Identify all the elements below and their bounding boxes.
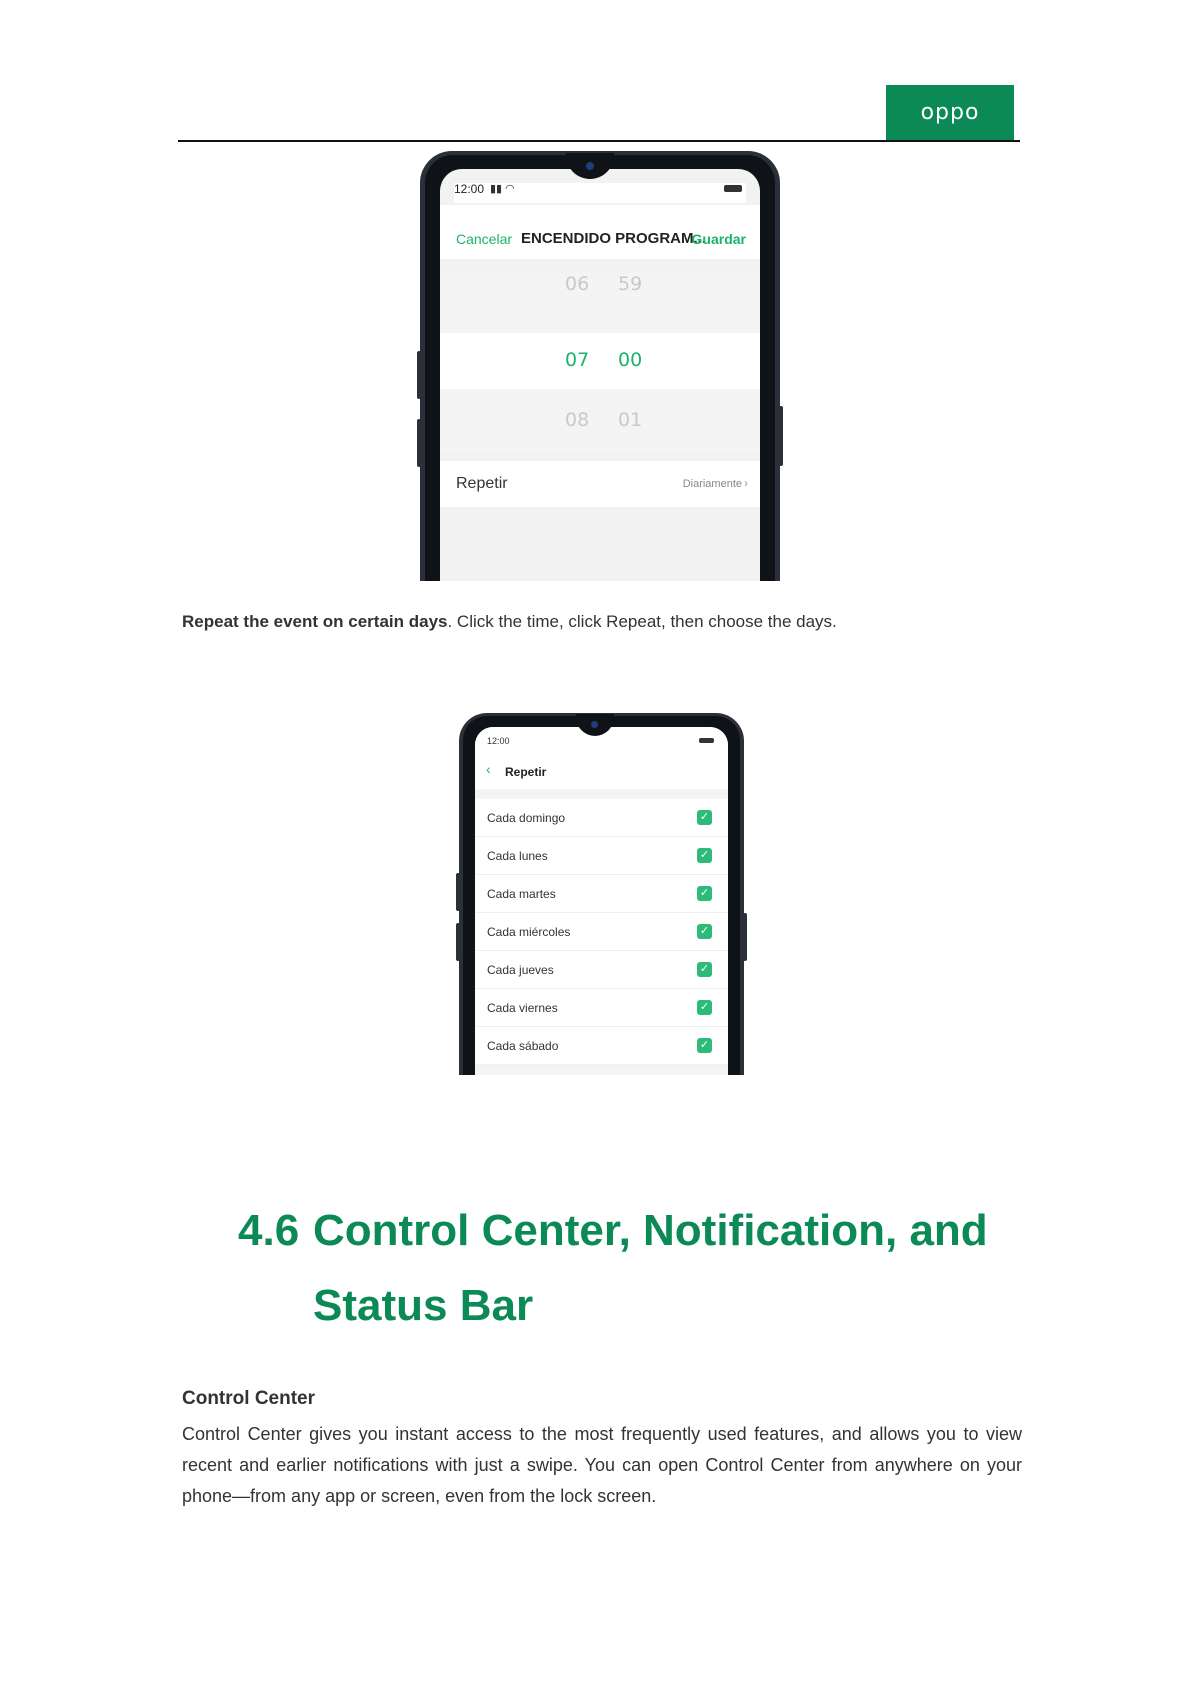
power-button — [743, 913, 747, 961]
day-label: Cada miércoles — [487, 925, 571, 939]
repeat-value: Diariamente — [682, 478, 742, 490]
volume-button — [456, 873, 460, 911]
checkbox-checked-icon[interactable]: ✓ — [697, 1000, 712, 1015]
volume-button — [417, 351, 421, 399]
phone-screen — [475, 727, 728, 1075]
picker-minute: 01 — [618, 409, 643, 431]
day-label: Cada jueves — [487, 963, 554, 977]
picker-row-prev[interactable] — [440, 273, 760, 329]
status-time: 12:00 — [487, 736, 510, 746]
picker-row-selected[interactable] — [440, 333, 760, 389]
chevron-right-icon: › — [744, 476, 748, 490]
checkbox-checked-icon[interactable]: ✓ — [697, 810, 712, 825]
list-item[interactable] — [475, 799, 728, 837]
section-title-line2: Status Bar — [313, 1281, 534, 1330]
battery-icon — [699, 738, 714, 743]
day-label: Cada viernes — [487, 1001, 558, 1015]
screen-title: ENCENDIDO PROGRAM... — [521, 230, 707, 247]
caption-bold: Repeat the event on certain days — [182, 612, 448, 631]
picker-minute: 00 — [618, 349, 643, 371]
list-item[interactable] — [475, 913, 728, 951]
repeat-row[interactable] — [440, 461, 760, 507]
save-button[interactable]: Guardar — [691, 231, 746, 247]
volume-button — [456, 923, 460, 961]
list-item[interactable] — [475, 989, 728, 1027]
phone-screenshot-scheduled-power — [420, 151, 780, 581]
time-picker[interactable] — [440, 273, 760, 451]
screen-title: Repetir — [505, 765, 547, 779]
subheading-control-center: Control Center — [182, 1388, 315, 1409]
picker-minute: 59 — [618, 273, 643, 295]
picker-hour: 08 — [565, 409, 590, 431]
checkbox-checked-icon[interactable]: ✓ — [697, 924, 712, 939]
day-label: Cada sábado — [487, 1039, 559, 1053]
camera-icon — [586, 162, 594, 170]
logo-text: oppo — [920, 100, 980, 125]
phone-screenshot-repeat — [459, 713, 744, 1075]
checkbox-checked-icon[interactable]: ✓ — [697, 848, 712, 863]
day-label: Cada lunes — [487, 849, 548, 863]
list-item[interactable] — [475, 1027, 728, 1065]
body-paragraph: Control Center gives you instant access to the most frequently used features, and allows you to view recent and earlier notifications with just a swipe. You can open Control Center from anywhere on your phone—from any app or screen, even from the lock screen. — [182, 1424, 1022, 1506]
checkbox-checked-icon[interactable]: ✓ — [697, 886, 712, 901]
caption-rest: . Click the time, click Repeat, then choose the days. — [447, 612, 837, 631]
power-button — [779, 406, 783, 466]
checkbox-checked-icon[interactable]: ✓ — [697, 1038, 712, 1053]
picker-hour: 06 — [565, 273, 590, 295]
phone-screen — [440, 169, 760, 581]
day-label: Cada martes — [487, 887, 556, 901]
cancel-button[interactable]: Cancelar — [456, 231, 513, 247]
days-list — [475, 799, 728, 1065]
section-number: 4.6 — [238, 1206, 300, 1255]
camera-icon — [591, 721, 598, 728]
list-item[interactable] — [475, 837, 728, 875]
header-divider — [178, 140, 1020, 142]
section-title-line1: Control Center, Notification, and — [313, 1206, 988, 1255]
battery-icon — [724, 185, 742, 192]
picker-row-next[interactable] — [440, 393, 760, 449]
oppo-logo — [886, 85, 1014, 140]
status-time: 12:00 — [454, 182, 485, 196]
caption-text — [182, 612, 837, 632]
checkbox-checked-icon[interactable]: ✓ — [697, 962, 712, 977]
list-item[interactable] — [475, 951, 728, 989]
repeat-label: Repetir — [456, 475, 508, 492]
picker-hour: 07 — [565, 349, 590, 371]
back-arrow-icon[interactable]: ‹ — [486, 761, 491, 777]
list-item[interactable] — [475, 875, 728, 913]
volume-button — [417, 419, 421, 467]
signal-wifi-icon: ▮▮ ◠ — [490, 183, 515, 195]
day-label: Cada domingo — [487, 811, 566, 825]
